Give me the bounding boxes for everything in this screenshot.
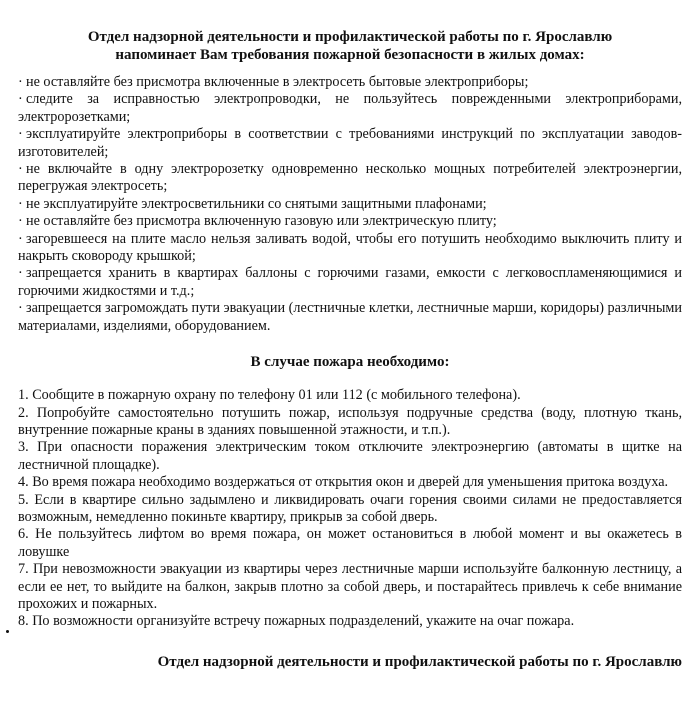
rule-item (18, 300, 682, 335)
step-item: 4. Во время пожара необходимо воздержаться от открытия окон и дверей для уменьшения притока воздуха. (18, 474, 669, 491)
rule-text: следите за исправностью электропроводки, не пользуйтесь поврежденными электроприборами, электророзетками; (18, 91, 682, 125)
rule-text: не оставляйте без присмотра включенные в электросеть бытовые электроприборы; (26, 74, 529, 90)
rule-item (18, 213, 682, 230)
header-line-1: Отдел надзорной деятельности и профилактической работы по г. Ярославлю (87, 29, 613, 45)
rule-text: загоревшееся на плите масло нельзя заливать водой, чтобы его потушить необходимо выключить плиту и накрыть сковороду крышкой; (18, 230, 682, 265)
bullet-marker: · (18, 230, 23, 247)
bullet-marker: · (18, 195, 23, 212)
header-line-2: напоминает Вам требования пожарной безопасности в жилых домах: (115, 47, 585, 63)
bullet-marker: · (18, 91, 23, 108)
fire-steps-list (18, 387, 682, 631)
step-item: 7. При невозможности эвакуации из квартиры через лестничные марши используйте балконную лестницу, а если ее нет, то выйдите на балкон, закрыв плотно за собой дверь, и постарайтесь привлечь к себе внимание прохожих и пожарных. (18, 561, 682, 612)
step-item: 6. Не пользуйтесь лифтом во время пожара, он может остановиться в любой момент и вы окажетесь в ловушке (18, 526, 682, 560)
rule-text: не оставляйте без присмотра включенную газовую или электрическую плиту; (26, 213, 497, 230)
rule-item (18, 265, 682, 300)
rule-text: не включайте в одну электророзетку одновременно несколько мощных потребителей электроэнергии, перегружая электросеть; (18, 161, 682, 195)
scan-speck (6, 630, 9, 633)
bullet-marker: · (18, 161, 23, 178)
fire-section-title: В случае пожара необходимо: (250, 354, 450, 371)
bullet-marker: · (18, 213, 23, 230)
bullet-marker: · (18, 265, 23, 282)
step-item: 3. При опасности поражения электрическим током отключите электроэнергию (автоматы в щитке на лестничной площадке). (18, 439, 682, 473)
footer-signature: Отдел надзорной деятельности и профилактической работы по г. Ярославлю (157, 653, 682, 670)
rule-item (18, 74, 682, 91)
bullet-marker: · (18, 300, 23, 317)
rule-item (18, 161, 682, 196)
rule-text: запрещается загромождать пути эвакуации (лестничные клетки, лестничные марши, коридоры) различными материалами, изделиями, оборудованием. (18, 300, 682, 334)
rule-text: запрещается хранить в квартирах баллоны с горючими газами, емкости с легковоспламеняющимися и горючими жидкостями и т.д.; (18, 265, 682, 299)
step-item: 5. Если в квартире сильно задымлено и ликвидировать очаги горения своими силами не предоставляется возможным, немедленно покиньте квартиру, прикрыв за собой дверь. (18, 491, 682, 525)
rule-item (18, 91, 682, 126)
bullet-marker: · (18, 126, 23, 143)
rule-item (18, 196, 682, 213)
rule-item (18, 126, 682, 161)
step-item: 8. По возможности организуйте встречу пожарных подразделений, укажите на очаг пожара. (18, 613, 575, 630)
step-item: 2. Попробуйте самостоятельно потушить пожар, используя подручные средства (воду, плотную ткань, внутренние пожарные краны в зданиях повышенной этажности, и т.п.). (18, 404, 682, 438)
rule-item (18, 231, 682, 266)
fire-safety-rules-list (18, 74, 682, 335)
document-page (18, 28, 682, 671)
rule-text: не эксплуатируйте электросветильники со снятыми защитными плафонами; (26, 195, 487, 212)
bullet-marker: · (18, 74, 23, 90)
step-item: 1. Сообщите в пожарную охрану по телефону 01 или 112 (с мобильного телефона). (18, 387, 521, 404)
rule-text: эксплуатируйте электроприборы в соответствии с требованиями инструкций по эксплуатации заводов-изготовителей; (18, 126, 682, 160)
